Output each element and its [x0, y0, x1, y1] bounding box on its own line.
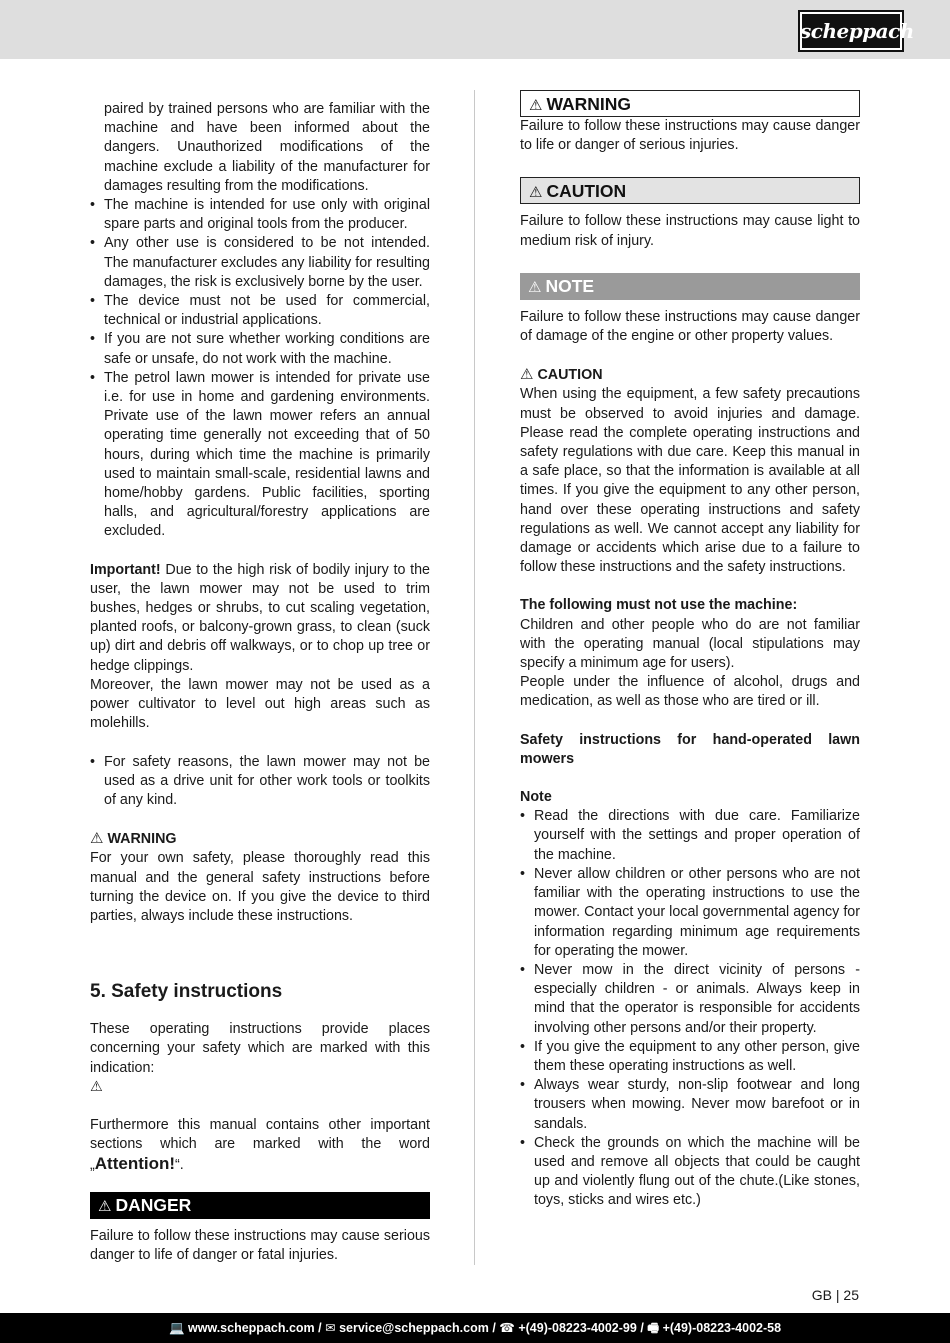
- warning-triangle-icon: ⚠: [529, 184, 543, 202]
- usage-bullet-list: [90, 196, 430, 542]
- section-intro: These operating instructions provide places concerning your safety which are marked with this indication:: [90, 1021, 430, 1076]
- section-title: 5. Safety instructions: [90, 981, 283, 1003]
- note-bullet-list: [520, 807, 860, 1210]
- warning-triangle-icon: ⚠: [90, 830, 104, 848]
- danger-paragraph: Failure to follow these instructions may cause serious danger to life of danger or fatal injuries.: [90, 1227, 430, 1263]
- intro-continuation: paired by trained persons who are familiar with the machine and have been informed about the dangers. Unauthorized modifications of the machine exclude a liability of the manufacturer for damages resulting from the modifications.: [104, 101, 430, 194]
- important-paragraph: Important! Due to the high risk of bodily injury to the user, the lawn mower may not be used to trim bushes, hedges or shrubs, to cut scaling vegetation, planted roofs, or balcony-grown grass, to clean (suck up) dirt and debris off walkways, or to chop up tree or hedge clippings.: [90, 561, 430, 674]
- page-number: GB | 25: [811, 1287, 859, 1303]
- list-item: • Any other use is considered to be not intended. The manufacturer excludes any liability for resulting damages, the risk is exclusively borne by the user.: [90, 234, 430, 292]
- right-column: [520, 90, 860, 1211]
- footer-fax: +(49)-08223-4002-58: [662, 1321, 782, 1335]
- caution-paragraph: When using the equipment, a few safety precautions must be observed to avoid injuries and damage. Please read the complete operating instructions and safety regulations with due care. Keep this manual in a safe place, so that the information is available at all times. If you give the equipment to any other person, hand over these operating instructions and safety regulations as well. We cannot accept any liability for damage or accidents which arise due to a failure to follow these instructions and the safety instructions.: [520, 386, 860, 576]
- indication-triangle-icon: ⚠: [90, 1078, 103, 1095]
- list-item: • The device must not be used for commercial, technical or industrial applications.: [90, 292, 430, 330]
- left-column: [90, 100, 430, 1265]
- mustnot-paragraph: Children and other people who do are not familiar with the operating manual (local stipulations may specify a minimum age for users).: [520, 616, 860, 672]
- fax-icon: 🖷: [647, 1321, 660, 1335]
- warning-box: ⚠ WARNING: [520, 90, 860, 117]
- attention-paragraph: Furthermore this manual contains other important sections which are marked with the word „Attention!“.: [90, 1116, 430, 1174]
- list-item: • Always wear sturdy, non-slip footwear and long trousers when mowing. Never mow barefoot or in sandals.: [520, 1076, 860, 1134]
- caution-box: ⚠ CAUTION: [520, 177, 860, 204]
- list-item: • If you are not sure whether working conditions are safe or unsafe, do not work with the machine.: [90, 330, 430, 368]
- list-item: • Never allow children or other persons who are not familiar with the operating instructions to use the mower. Contact your local governmental agency for information regarding minimum age requirements for operating the mower.: [520, 865, 860, 961]
- warning-triangle-icon: ⚠: [529, 97, 543, 114]
- list-item: • Read the directions with due care. Familiarize yourself with the settings and proper operation of the machine.: [520, 807, 860, 865]
- list-item: • The machine is intended for use only with original spare parts and original tools from the producer.: [90, 196, 430, 234]
- note-box: ⚠ NOTE: [520, 273, 860, 300]
- warning-triangle-icon: ⚠: [520, 366, 534, 384]
- safety-heading: Safety instructions for hand-operated lawn mowers: [520, 731, 860, 767]
- caution-heading: ⚠ CAUTION: [520, 366, 603, 384]
- footer-phone: +(49)-08223-4002-99: [518, 1321, 637, 1335]
- computer-icon: 💻: [168, 1321, 185, 1335]
- warning-paragraph: Failure to follow these instructions may cause danger to life or danger of serious injuries.: [520, 118, 860, 154]
- mustnot-heading: The following must not use the machine:: [520, 597, 798, 614]
- list-item: • For safety reasons, the lawn mower may not be used as a drive unit for other work tools or toolkits of any kind.: [90, 753, 430, 811]
- footer-email[interactable]: service@scheppach.com: [339, 1321, 489, 1335]
- list-item: • Check the grounds on which the machine will be used and remove all objects that could be caught up and violently flung out of the chute.(Like stones, toys, sticks and wires etc.): [520, 1134, 860, 1211]
- caution-paragraph: Failure to follow these instructions may cause light to medium risk of injury.: [520, 213, 860, 249]
- column-divider: [474, 90, 475, 1265]
- note-heading: Note: [520, 789, 552, 806]
- list-item: • Never mow in the direct vicinity of persons - especially children - or animals. Always keep in mind that the operator is responsible for accidents involving other persons and/or their property.: [520, 961, 860, 1038]
- safety-bullet-list: [90, 753, 430, 811]
- list-item: • The petrol lawn mower is intended for private use i.e. for use in home and gardening environments. Private use of the lawn mower refers an annual operating time generally not exceeding that of 50 hours, during which time the machine is primarily used to maintain small-scale, residential lawns and home/hobby gardens. Public facilities, sporting halls, and agricultural/forestry applications are excluded.: [90, 369, 430, 542]
- note-paragraph: Failure to follow these instructions may cause danger of damage of the engine or other property values.: [520, 308, 860, 345]
- warning-triangle-icon: ⚠: [98, 1197, 112, 1215]
- danger-box: ⚠ DANGER: [90, 1192, 430, 1219]
- warning-heading: ⚠ WARNING: [90, 830, 177, 848]
- footer-website[interactable]: www.scheppach.com: [188, 1321, 315, 1335]
- brand-logo: scheppach: [798, 10, 904, 52]
- mustnot-paragraph: People under the influence of alcohol, drugs and medication, as well as those who are tired or ill.: [520, 674, 860, 710]
- moreover-paragraph: Moreover, the lawn mower may not be used as a power cultivator to level out high areas such as molehills.: [90, 676, 430, 732]
- warning-paragraph: For your own safety, please thoroughly read this manual and the general safety instructions before turning the device on. If you give the device to third parties, always include these instructions.: [90, 850, 430, 924]
- warning-triangle-icon: ⚠: [528, 278, 542, 296]
- phone-icon: ☎: [499, 1321, 515, 1335]
- footer-bar: 💻 www.scheppach.com / ✉ service@scheppach.com / ☎ +(49)-08223-4002-99 / 🖷 +(49)-08223-4002-58: [0, 1313, 950, 1343]
- email-icon: ✉: [325, 1321, 336, 1335]
- list-item: • If you give the equipment to any other person, give them these operating instructions as well.: [520, 1038, 860, 1076]
- important-label: Important!: [90, 561, 161, 578]
